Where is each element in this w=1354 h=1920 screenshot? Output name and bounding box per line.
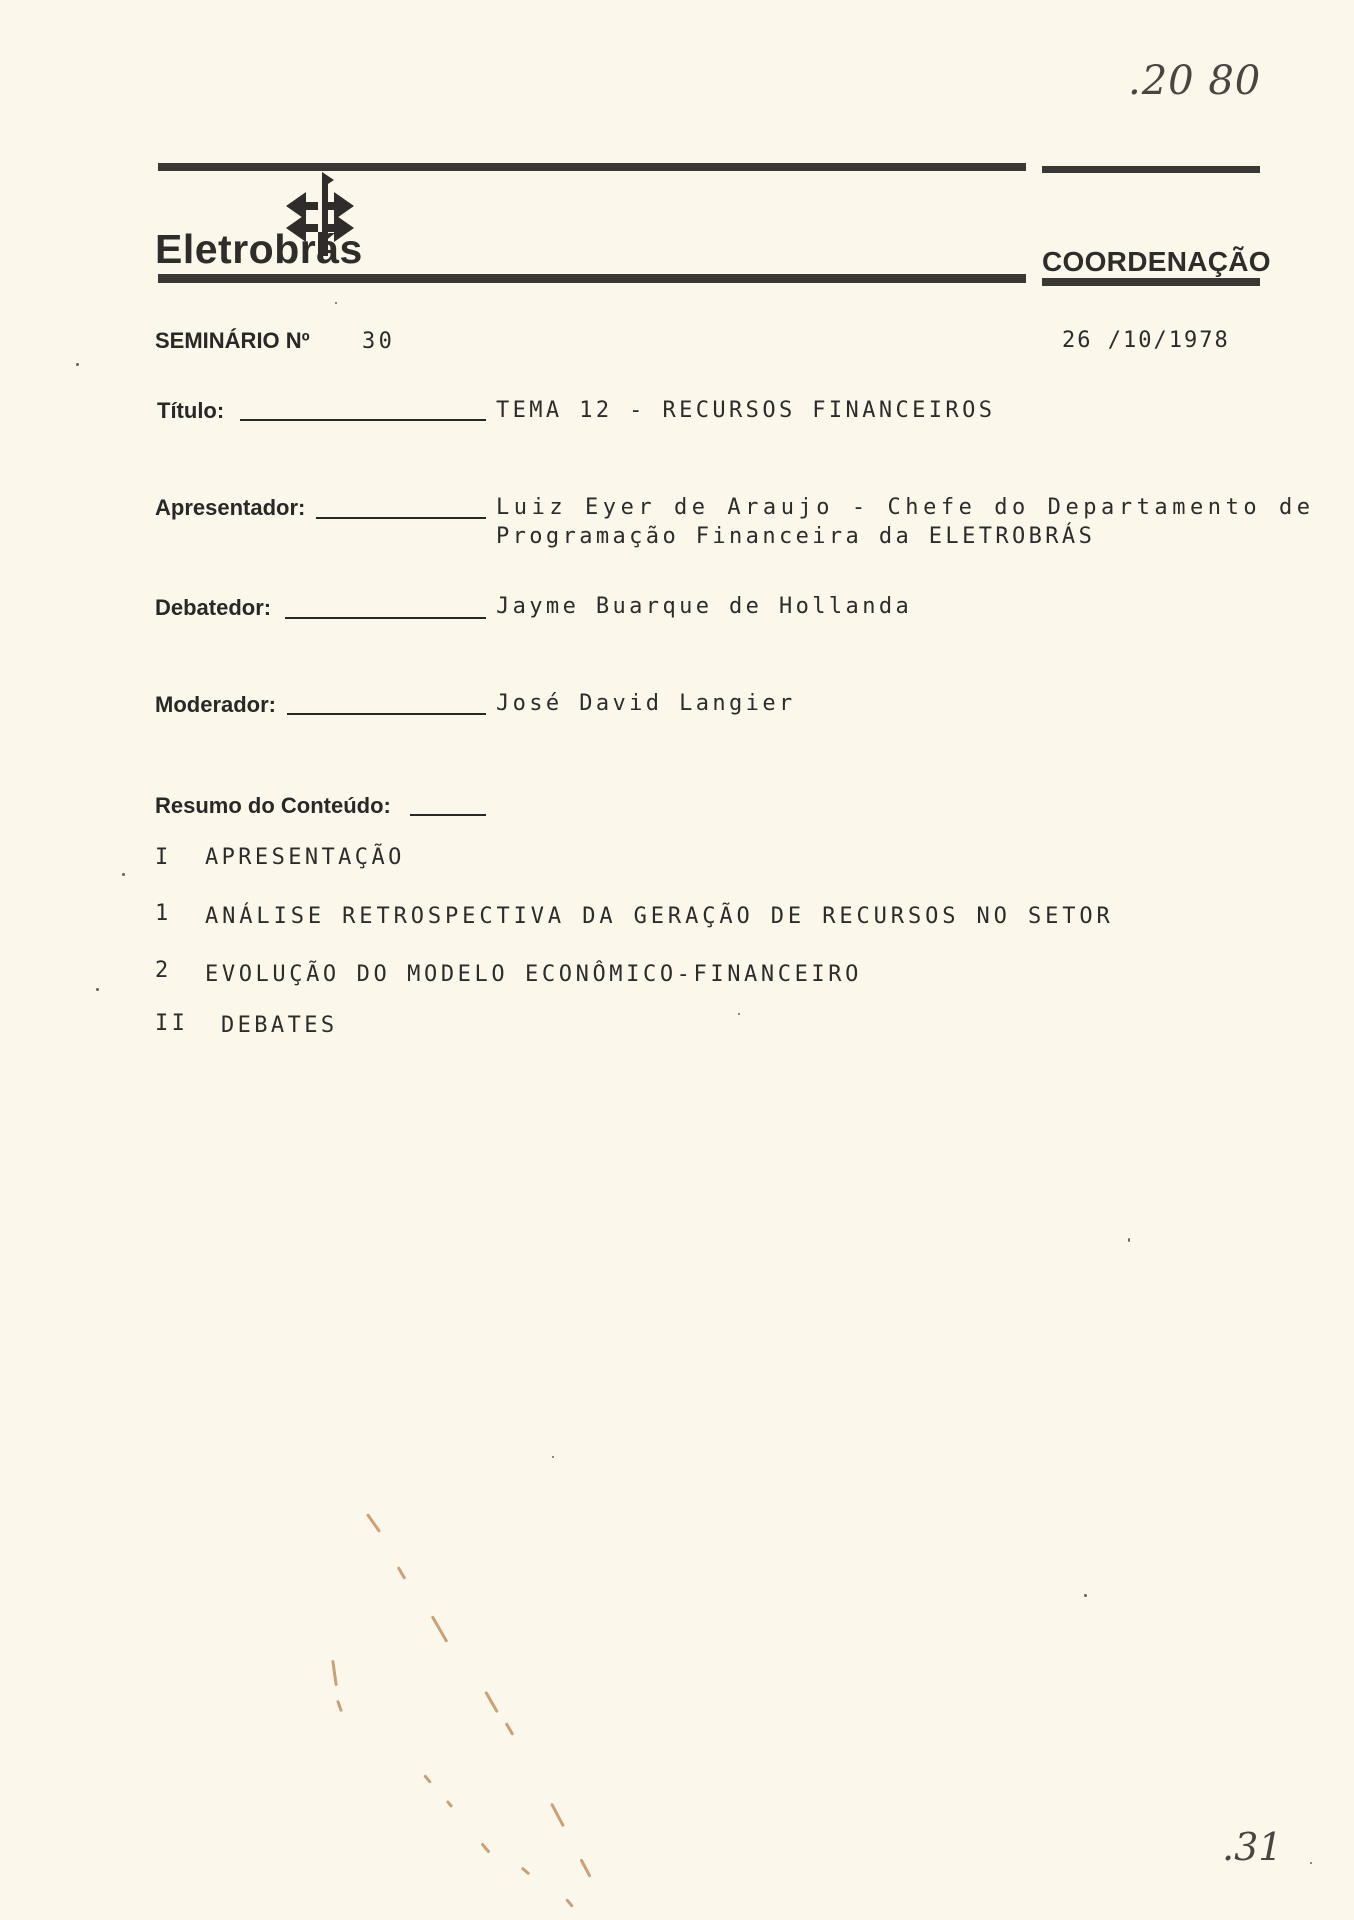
rust-stain [446, 1800, 453, 1808]
summary-label: Resumo do Conteúdo: [155, 793, 391, 818]
paper-speck [76, 363, 79, 366]
seminar-label: SEMINÁRIO Nº [155, 328, 310, 353]
rust-stain [565, 1898, 574, 1908]
rust-stain [366, 1513, 381, 1533]
rust-stain [505, 1722, 515, 1736]
summary-item-text: ANÁLISE RETROSPECTIVA DA GERAÇÃO DE RECURSOS NO SETOR [205, 904, 1114, 929]
title-label: Título: [157, 398, 225, 423]
title-value: TEMA 12 - RECURSOS FINANCEIROS [496, 398, 996, 423]
paper-speck [552, 1456, 554, 1458]
presenter-label: Apresentador: [155, 495, 306, 520]
rust-stain [480, 1842, 490, 1853]
moderator-value: José David Langier [496, 691, 796, 716]
summary-item-text: EVOLUÇÃO DO MODELO ECONÔMICO-FINANCEIRO [205, 962, 862, 987]
rust-stain [331, 1660, 338, 1686]
moderator-underline [287, 713, 486, 715]
rust-stain [423, 1774, 432, 1784]
header-top-rule-right [1042, 166, 1260, 173]
paper-speck [738, 1013, 740, 1015]
summary-item-text: APRESENTAÇÃO [205, 845, 405, 870]
debater-label: Debatedor: [155, 595, 272, 620]
title-underline [240, 419, 486, 421]
paper-speck [122, 873, 125, 876]
rust-stain [484, 1691, 499, 1713]
paper-speck [1084, 1594, 1087, 1597]
rust-stain [521, 1867, 531, 1876]
summary-item-text: DEBATES [221, 1013, 338, 1038]
header-bottom-rule-right [1042, 278, 1260, 286]
rust-stain [579, 1858, 591, 1877]
moderator-label: Moderador: [155, 692, 276, 717]
presenter-underline [316, 517, 486, 519]
summary-item-number: I [155, 845, 172, 870]
summary-item-number: 2 [155, 958, 172, 983]
debater-underline [285, 617, 486, 619]
seminar-date: 26 /10/1978 [1062, 328, 1230, 353]
handwritten-sheet-number: .31 [1222, 1825, 1283, 1869]
header-bottom-rule-left [158, 274, 1026, 283]
rust-stain [431, 1615, 449, 1642]
summary-item-number: 1 [155, 901, 172, 926]
paper-speck [1128, 1238, 1130, 1242]
paper-speck [335, 302, 337, 304]
eletrobras-wordmark: Eletrobrás [155, 226, 363, 272]
rust-stain [397, 1566, 407, 1580]
presenter-value-line1: Luiz Eyer de Araujo - Chefe do Departamento de [496, 495, 1315, 520]
rust-stain [336, 1700, 343, 1712]
summary-item-number: II [155, 1011, 189, 1036]
coordination-label: COORDENAÇÃO [1042, 246, 1271, 277]
seminar-number: 30 [362, 329, 396, 354]
debater-value: Jayme Buarque de Hollanda [496, 594, 913, 619]
rust-stain [550, 1803, 565, 1827]
presenter-value-line2: Programação Financeira da ELETROBRÁS [496, 524, 1096, 549]
header-top-rule-left [158, 163, 1026, 171]
summary-underline [410, 814, 486, 816]
handwritten-page-number: .20 80 [1128, 58, 1262, 104]
paper-speck [96, 988, 99, 991]
paper-speck [1310, 1862, 1312, 1864]
